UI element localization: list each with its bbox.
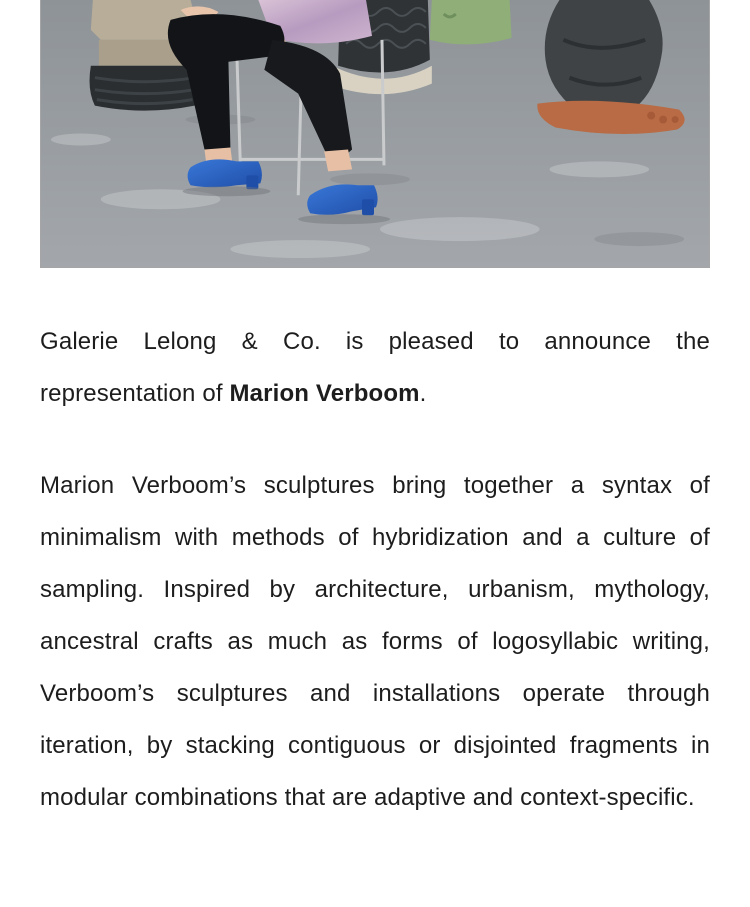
- announcement-text: Galerie Lelong & Co. is pleased to announce the representation of: [40, 328, 710, 407]
- hero-image: [40, 0, 710, 268]
- artist-name: Marion Verboom: [229, 380, 420, 407]
- press-release-body: [40, 316, 710, 824]
- announcement-paragraph: [40, 316, 710, 420]
- artist-description-paragraph: Marion Verboom’s sculptures bring together a syntax of minimalism with methods of hybridization and a culture of sampling. Inspired by architecture, urbanism, mythology, ancestral crafts as much as forms of logosyllabic writing, Verboom’s sculptures and installations operate through iteration, by stacking contiguous or disjointed fragments in modular combinations that are adaptive and context-specific.: [40, 472, 710, 811]
- artist-photo: [41, 0, 709, 267]
- announcement-period: .: [419, 380, 427, 407]
